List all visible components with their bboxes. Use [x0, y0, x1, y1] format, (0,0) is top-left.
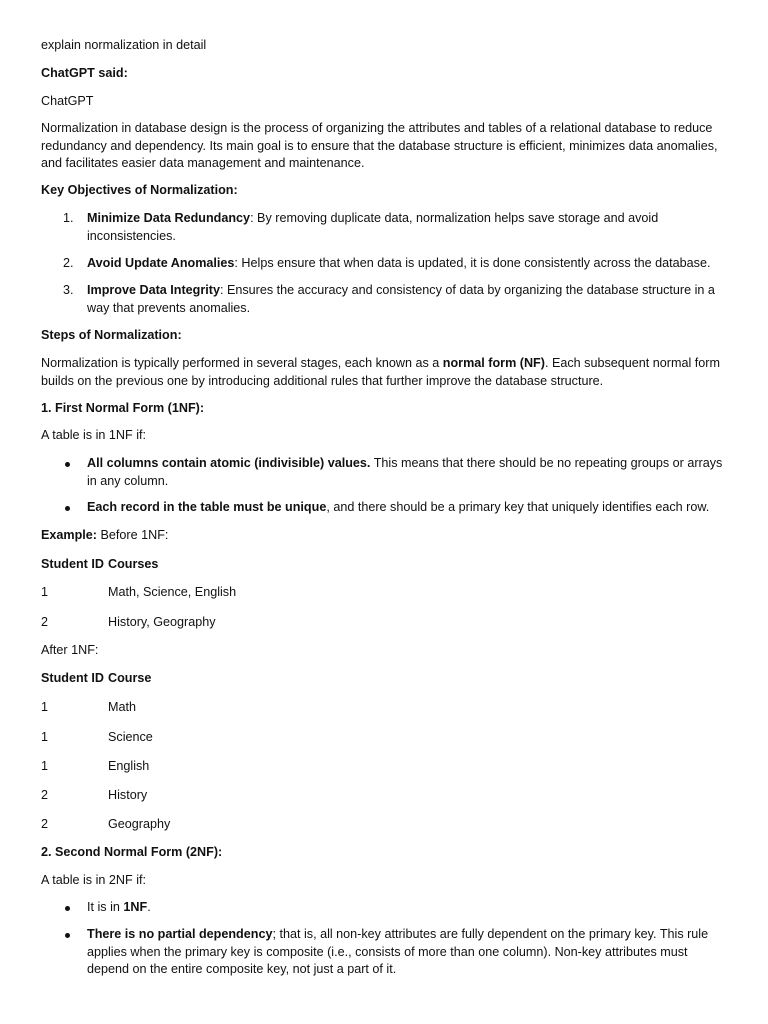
table-row	[41, 729, 731, 747]
column-header: Student ID	[41, 557, 104, 571]
bullet-icon	[65, 462, 70, 467]
table-cell: History	[108, 788, 148, 802]
nf2-lead: A table is in 2NF if:	[41, 873, 146, 887]
bullet-icon	[65, 933, 70, 938]
speaker-label: ChatGPT said:	[41, 66, 128, 80]
bullet-text: All columns contain atomic (indivisible) values. This means that there should be no repeating groups or arrays in any column.	[87, 456, 723, 488]
objective-text: Improve Data Integrity: Ensures the accuracy and consistency of data by organizing the database structure in a way that prevents anomalies.	[87, 283, 715, 315]
bullet-text: There is no partial dependency; that is, all non-key attributes are fully dependent on the primary key. This rule applies when the primary key is composite (i.e., consists of more than one column). Non-key attributes must depend on the entire composite key, not just a part of it.	[87, 927, 709, 977]
nf2-heading: 2. Second Normal Form (2NF):	[41, 845, 223, 859]
user-prompt: explain normalization in detail	[41, 38, 207, 52]
table-cell: 2	[41, 817, 49, 831]
table-cell: Geography	[108, 817, 171, 831]
bullet-icon	[65, 906, 70, 911]
table-cell: 1	[41, 730, 49, 744]
column-header: Student ID	[41, 671, 104, 685]
column-header: Course	[108, 671, 152, 685]
bullet-text: It is in 1NF.	[87, 900, 151, 914]
bullet-text: Each record in the table must be unique, and there should be a primary key that uniquely identifies each row.	[87, 500, 710, 514]
list-number: 2.	[63, 256, 74, 270]
table-header-row	[41, 670, 731, 688]
table-row	[41, 699, 731, 717]
bullet-icon	[65, 506, 70, 511]
table-cell: 2	[41, 615, 49, 629]
table-header-row	[41, 556, 731, 574]
table-cell: Math, Science, English	[108, 585, 237, 599]
after-label: After 1NF:	[41, 643, 99, 657]
nf1-lead: A table is in 1NF if:	[41, 428, 146, 442]
table-cell: English	[108, 759, 150, 773]
table-row	[41, 584, 731, 602]
table-cell: 1	[41, 700, 49, 714]
table-cell: 1	[41, 759, 49, 773]
speaker-name: ChatGPT	[41, 94, 94, 108]
objective-text: Avoid Update Anomalies: Helps ensure that when data is updated, it is done consistently across the database.	[87, 256, 711, 270]
intro-paragraph: Normalization in database design is the process of organizing the attributes and tables of a relational database to reduce redundancy and dependency. Its main goal is to ensure that the database structure is efficient, minimizes data anomalies, and facilitates easier data management and maintenance.	[41, 121, 718, 171]
steps-heading: Steps of Normalization:	[41, 328, 182, 342]
nf1-heading: 1. First Normal Form (1NF):	[41, 401, 205, 415]
table-row	[41, 758, 731, 776]
table-cell: History, Geography	[108, 615, 216, 629]
example-line: Example: Before 1NF:	[41, 528, 169, 542]
table-row	[41, 787, 731, 805]
objective-text: Minimize Data Redundancy: By removing duplicate data, normalization helps save storage and avoid inconsistencies.	[87, 211, 659, 243]
table-cell: 1	[41, 585, 49, 599]
table-cell: Math	[108, 700, 136, 714]
table-row	[41, 614, 731, 632]
table-row	[41, 816, 731, 834]
column-header: Courses	[108, 557, 159, 571]
steps-paragraph: Normalization is typically performed in several stages, each known as a normal form (NF). Each subsequent normal form builds on the previous one by introducing additional rules that further improve the database structure.	[41, 356, 720, 388]
objectives-heading: Key Objectives of Normalization:	[41, 183, 238, 197]
table-cell: 2	[41, 788, 49, 802]
list-number: 3.	[63, 283, 74, 297]
table-cell: Science	[108, 730, 153, 744]
list-number: 1.	[63, 211, 74, 225]
